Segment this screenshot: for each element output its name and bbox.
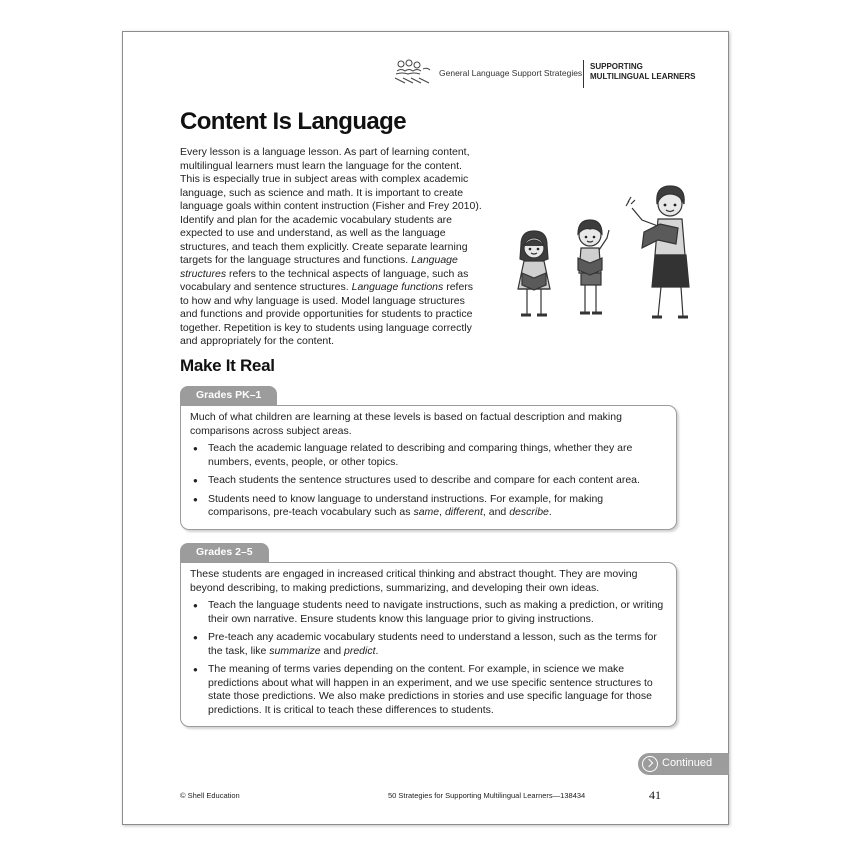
- continued-tab: [638, 753, 729, 775]
- list-item: ● Teach the language students need to navigate instructions, such as making a prediction, or writing their own narrative. Ensure students know this language prior to giving instructions.: [208, 599, 666, 626]
- item-text: Pre-teach any academic vocabulary students need to understand a lesson, such as the terms for the task, like: [208, 631, 657, 657]
- term-describe: describe: [509, 506, 549, 518]
- book-page: [122, 31, 729, 825]
- term-different: different: [444, 506, 483, 518]
- intro-paragraph: [180, 146, 483, 349]
- item-separator: ,: [439, 506, 445, 518]
- grades-pk-1-box: [180, 405, 677, 530]
- teacher-and-children-illustration: [498, 152, 708, 327]
- term-same: same: [413, 506, 440, 518]
- page-number: 41: [649, 788, 661, 802]
- list-item: ● Teach students the sentence structures used to describe and compare for each content area.: [208, 474, 666, 488]
- item-separator: and: [320, 644, 344, 657]
- list-item: ● Teach the academic language related to describing and comparing things, whether they are numbers, events, people, or other topics.: [208, 442, 666, 469]
- list-item: [208, 493, 666, 520]
- intro-text-2: refers to the technical aspects of language, such as vocabulary and sentence structures.: [180, 267, 469, 293]
- term-predict: predict: [343, 644, 376, 657]
- header-book-line-2: MULTILINGUAL LEARNERS: [590, 72, 696, 81]
- footer-copyright: © Shell Education: [180, 791, 240, 800]
- header-book-line-1: SUPPORTING: [590, 62, 643, 71]
- grades-pk-1-list: [190, 442, 666, 520]
- footer-book-title: 50 Strategies for Supporting Multilingual Learners—138434: [388, 791, 586, 800]
- chevron-right-icon: [642, 756, 658, 772]
- make-it-real-heading: Make It Real: [180, 356, 275, 375]
- header-series-title: General Language Support Strategies: [439, 68, 583, 78]
- item-separator: , and: [482, 506, 510, 518]
- list-item: ● The meaning of terms varies depending on the content. For example, in science we make predictions about what will happen in an experiment, and we use specific sentence structures to state those predictions. We also make predictions in stories and use specific language for those predictions. It is critical to teach these differences to students.: [208, 663, 666, 717]
- list-item: [208, 631, 666, 658]
- term-summarize: summarize: [269, 644, 321, 657]
- intro-text-1: Every lesson is a language lesson. As part of learning content, multilingual learners must learn the language for the content. This is especially true in subject areas with complex academic language, such as science and math. It is important to create language goals within content instruction (Fisher and Frey 2010). Identify and plan for the academic vocabulary students are expected to use and understand, as well as the language structures, and teach them explicitly. Create separate learning targets for the language structures and functions.: [180, 146, 482, 266]
- grades-2-5-intro: These students are engaged in increased critical thinking and abstract thought. They are moving beyond describing, to making predictions, summarizing, and developing their own ideas.: [190, 568, 638, 594]
- children-reading-icon: [393, 59, 433, 87]
- header-divider: [583, 60, 584, 88]
- grades-2-5-box: [180, 562, 677, 727]
- grades-2-5-list: [190, 599, 666, 717]
- tab-grades-pk-1: Grades PK–1: [180, 386, 277, 405]
- item-text: Students need to know language to understand instructions. For example, for making comparisons, pre-teach vocabulary such as: [208, 492, 604, 518]
- item-end: .: [548, 506, 552, 518]
- page-title: Content Is Language: [180, 108, 406, 135]
- intro-text-3: refers to how and why language is used. Model language structures and functions and provide opportunities for students to practice together. Repetition is key to students using language correctly and appropriately for the content.: [180, 281, 474, 347]
- header-book-title: [590, 62, 695, 82]
- term-language-structures: Language structures: [180, 254, 458, 280]
- continued-label: Continued: [662, 757, 713, 769]
- tab-grades-2-5: Grades 2–5: [180, 543, 269, 562]
- item-end: .: [375, 644, 379, 657]
- grades-pk-1-intro: Much of what children are learning at these levels is based on factual description and making comparisons across subject areas.: [190, 411, 622, 437]
- term-language-functions: Language functions: [351, 281, 444, 293]
